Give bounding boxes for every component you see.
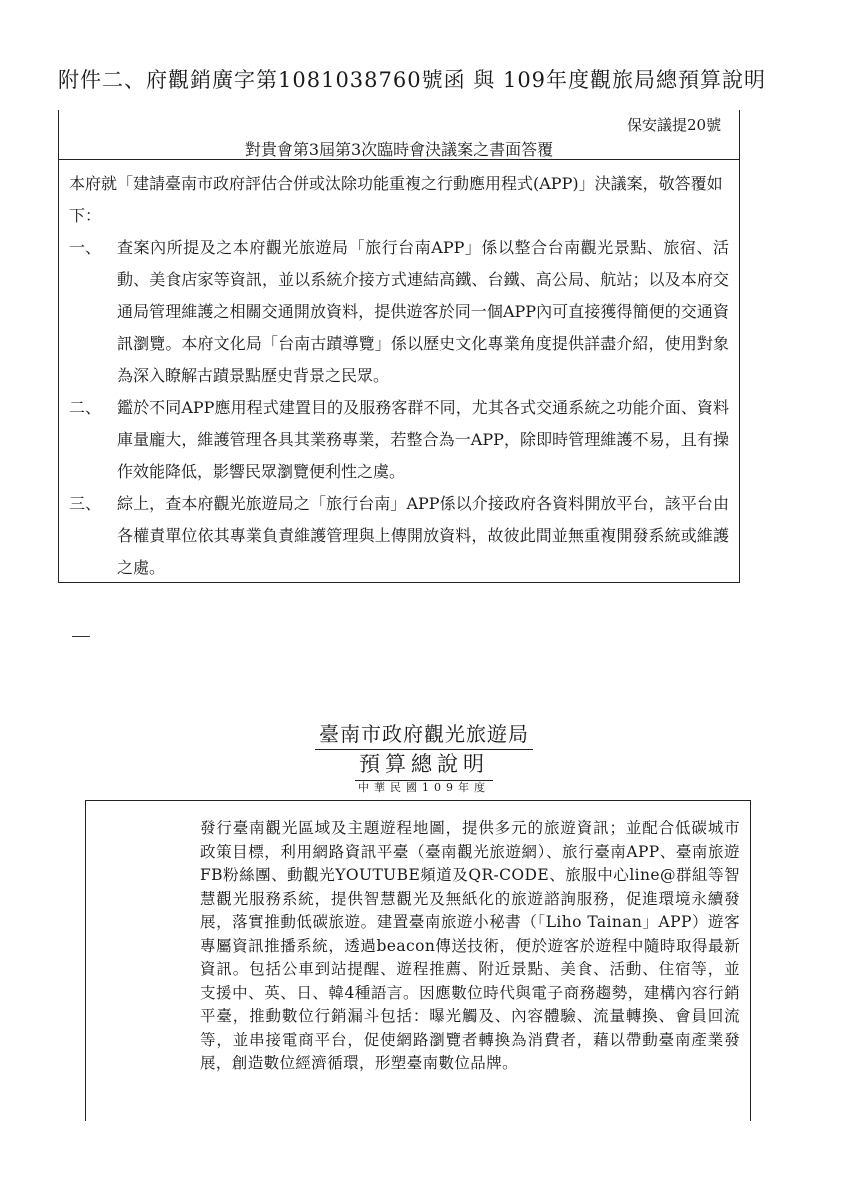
attachment-header: 附件二、府觀銷廣字第1081038760號函 與 109年度觀旅局總預算說明	[58, 68, 767, 92]
title-divider	[59, 159, 739, 160]
item-text: 綜上，查本府觀光旅遊局之「旅行台南」APP係以介接政府各資料開放平台，該平台由各權責單位依其專業負責維護管理與上傳開放資料，故彼此間並無重複開發系統或維護之處。	[117, 494, 729, 577]
agency-title	[0, 718, 848, 750]
reply-item	[69, 488, 729, 584]
reply-body	[69, 168, 729, 584]
reply-item	[69, 232, 729, 392]
reply-intro: 本府就「建請臺南市政府評估合併或汰除功能重複之行動應用程式(APP)」決議案，敬答覆如下：	[69, 174, 723, 225]
reply-item	[69, 392, 729, 488]
motion-number-tag: 保安議提20號	[627, 116, 722, 134]
reply-box	[58, 110, 740, 583]
budget-title	[0, 748, 848, 781]
budget-text: 發行臺南觀光區域及主題遊程地圖，提供多元的旅遊資訊；並配合低碳城市政策目標，利用網路資訊平臺（臺南觀光旅遊網）、旅行臺南APP、臺南旅遊FB粉絲團、動觀光YOUTUBE頻道及QR-CODE、旅服中心line@群組等智慧觀光服務系統，提供智慧觀光及無紙化的旅遊諮詢服務，促進環境永續發展，落實推動低碳旅遊。建置臺南旅遊小秘書（「Liho Tainan」APP）遊客專屬資訊推播系統，透過beacon傳送技術，便於遊客於遊程中隨時取得最新資訊。包括公車到站提醒、遊程推薦、附近景點、美食、活動、住宿等，並支援中、英、日、韓4種語言。因應數位時代與電子商務趨勢，建構內容行銷平臺，推動數位行銷漏斗包括：曝光觸及、內容體驗、流量轉換、會員回流等，並串接電商平台，促使網路瀏覽者轉換為消費者，藉以帶動臺南產業發展，創造數位經濟循環，形塑臺南數位品牌。	[200, 819, 740, 1072]
budget-title-text: 預算總說明	[355, 748, 493, 781]
fiscal-year: 中華民國109年度	[358, 781, 490, 794]
item-text: 鑑於不同APP應用程式建置目的及服務客群不同，尤其各式交通系統之功能介面、資料庫量龐大，維護管理各具其業務專業，若整合為一APP，除即時管理維護不易，且有操作效能降低，影響民眾瀏覽便利性之虞。	[117, 398, 729, 481]
budget-box	[85, 800, 751, 1121]
item-number: 二、	[69, 398, 102, 417]
item-number: 一、	[69, 238, 102, 257]
item-text: 查案內所提及之本府觀光旅遊局「旅行台南APP」係以整合台南觀光景點、旅宿、活動、美食店家等資訊，並以系統介接方式連結高鐵、台鐵、高公局、航站；以及本府交通局管理維護之相關交通開放資料，提供遊客於同一個APP內可直接獲得簡便的交通資訊瀏覽。本府文化局「台南古蹟導覽」係以歷史文化專業角度提供詳盡介紹，使用對象為深入瞭解古蹟景點歷史背景之民眾。	[117, 238, 729, 385]
item-number: 三、	[69, 494, 102, 513]
agency-name: 臺南市政府觀光旅遊局	[315, 718, 533, 750]
reply-title: 對貴會第3屆第3次臨時會決議案之書面答覆	[244, 140, 554, 159]
separator-dash	[72, 636, 90, 637]
